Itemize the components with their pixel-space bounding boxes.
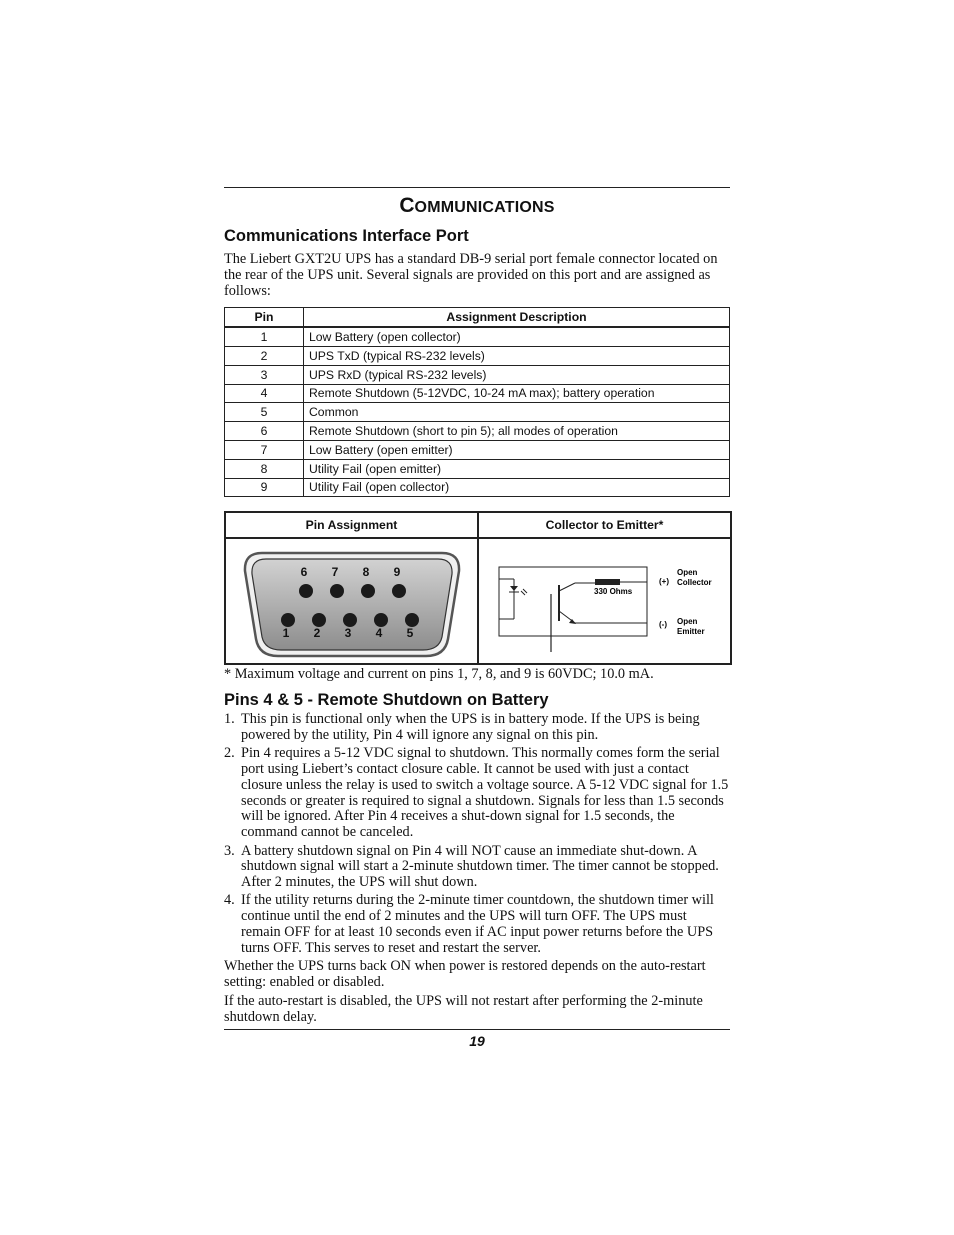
list-item	[224, 844, 730, 891]
pin-description-cell: Common	[304, 403, 730, 422]
footnote: * Maximum voltage and current on pins 1, 7, 8, and 9 is 60VDC; 10.0 mA.	[224, 666, 654, 683]
list-item	[224, 893, 730, 956]
pin-description-cell: Utility Fail (open emitter)	[304, 459, 730, 478]
table-row	[225, 422, 730, 441]
schematic-cell	[479, 539, 730, 663]
open-emitter-label-1: Open	[677, 617, 698, 627]
restart-paragraph-2: If the auto-restart is disabled, the UPS will not restart after performing the 2-minute shutdown delay.	[224, 992, 703, 1025]
chapter-rest: OMMUNICATIONS	[414, 199, 555, 216]
resistor-label: 330 Ohms	[594, 587, 633, 597]
pin-description-cell: Remote Shutdown (short to pin 5); all modes of operation	[304, 422, 730, 441]
shutdown-steps-list	[224, 712, 730, 956]
list-item-number: 3.	[224, 842, 235, 859]
list-item-number: 1.	[224, 711, 235, 728]
resistor-icon	[595, 579, 620, 585]
connector-pin-hole	[312, 613, 326, 627]
connector-pin-hole	[405, 613, 419, 627]
connector-pin-label: 4	[375, 626, 383, 641]
open-collector-label-2: Collector	[677, 578, 712, 588]
pin-description-cell: Low Battery (open emitter)	[304, 440, 730, 459]
intro-paragraph: The Liebert GXT2U UPS has a standard DB-9 serial port female connector located on the rear of the UPS unit. Several signals are provided on this port and are assigned as follows:	[224, 251, 718, 299]
diagram-header-row	[226, 513, 730, 539]
pin-header: Pin	[225, 308, 304, 327]
pin-description-cell: Utility Fail (open collector)	[304, 478, 730, 497]
table-row	[225, 478, 730, 497]
list-item-text: If the utility returns during the 2-minute timer countdown, the shutdown timer will continue until the end of 2 minutes and the UPS will turn OFF. The UPS must remain OFF for at least 10 seconds even if AC input power returns before the UPS turns OFF. This serves to reset and restart the server.	[241, 892, 714, 956]
pin-number-cell: 8	[225, 459, 304, 478]
pin-description-cell: Low Battery (open collector)	[304, 327, 730, 346]
restart-paragraph-1: Whether the UPS turns back ON when power is restored depends on the auto-restart setting: enabled or disabled.	[224, 958, 706, 990]
list-item-text: A battery shutdown signal on Pin 4 will NOT cause an immediate shut-down. A shutdown signal will start a 2-minute shutdown timer. The timer cannot be stopped. After 2 minutes, the UPS will shut down.	[241, 842, 719, 891]
list-item-text: Pin 4 requires a 5-12 VDC signal to shutdown. This normally comes form the serial port using Liebert’s contact closure cable. It cannot be used with just a contact closure unless the relay is used to switch a voltage source. A 5-12 VDC signal for 1.5 seconds or greater is required to signal a shutdown. Signals for less than 1.5 seconds will be ignored. After Pin 4 receives a shut-down signal for 1.5 seconds, the command cannot be canceled.	[241, 745, 729, 841]
db9-connector-illustration	[226, 539, 476, 663]
pin-number-cell: 1	[225, 327, 304, 346]
connector-pin-label: 7	[331, 565, 339, 580]
open-collector-label-1: Open	[677, 568, 698, 578]
open-emitter-label-2: Emitter	[677, 627, 705, 637]
led-icon	[510, 586, 518, 591]
list-item-text: This pin is functional only when the UPS is in battery mode. If the UPS is being powered by the utility, Pin 4 will ignore any signal on this pin.	[241, 711, 700, 743]
pin-number-cell: 2	[225, 346, 304, 365]
connector-pin-hole	[281, 613, 295, 627]
connector-pin-label: 6	[300, 565, 308, 580]
pin-diagram-table	[224, 511, 732, 665]
connector-pin-hole	[343, 613, 357, 627]
connector-pin-hole	[299, 584, 313, 598]
assignment-header: Assignment Description	[304, 308, 730, 327]
list-item-number: 2.	[224, 745, 235, 762]
pin-number-cell: 6	[225, 422, 304, 441]
pin-number-cell: 4	[225, 384, 304, 403]
connector-pin-label: 8	[362, 565, 370, 580]
chapter-title	[224, 192, 730, 220]
pin-number-cell: 5	[225, 403, 304, 422]
pin-description-cell: UPS RxD (typical RS-232 levels)	[304, 365, 730, 384]
connector-pin-hole	[361, 584, 375, 598]
section-title-interface: Communications Interface Port	[224, 227, 469, 245]
pin-description-cell: Remote Shutdown (5-12VDC, 10-24 mA max); battery operation	[304, 384, 730, 403]
list-item	[224, 712, 730, 744]
connector-pin-hole	[392, 584, 406, 598]
table-row	[225, 440, 730, 459]
table-row	[225, 403, 730, 422]
list-item-number: 4.	[224, 892, 235, 909]
schematic-box	[499, 567, 647, 636]
minus-terminal-label: (-)	[659, 620, 667, 630]
connector-pin-label: 9	[393, 565, 401, 580]
plus-terminal-label: (+)	[659, 577, 669, 587]
pin-table	[224, 307, 730, 497]
pin-number-cell: 3	[225, 365, 304, 384]
page	[224, 187, 730, 1049]
table-row	[225, 327, 730, 346]
bottom-rule	[224, 1029, 730, 1030]
connector-pin-label: 3	[344, 626, 352, 641]
table-row	[225, 365, 730, 384]
connector-pin-hole	[374, 613, 388, 627]
pin-assignment-header: Pin Assignment	[226, 513, 479, 537]
list-item	[224, 746, 730, 841]
table-row	[225, 459, 730, 478]
chapter-initial: C	[399, 194, 415, 217]
connector-cell	[226, 539, 479, 663]
page-number: 19	[469, 1033, 485, 1050]
table-row	[225, 346, 730, 365]
connector-pin-label: 5	[406, 626, 414, 641]
pin-number-cell: 9	[225, 478, 304, 497]
diagram-body	[226, 539, 730, 663]
optocoupler-schematic	[479, 539, 729, 663]
pin-description-cell: UPS TxD (typical RS-232 levels)	[304, 346, 730, 365]
pin-number-cell: 7	[225, 440, 304, 459]
table-row	[225, 384, 730, 403]
connector-pin-hole	[330, 584, 344, 598]
connector-pin-label: 2	[313, 626, 321, 641]
connector-pin-label: 1	[282, 626, 290, 641]
section-title-remote-shutdown: Pins 4 & 5 - Remote Shutdown on Battery	[224, 691, 549, 710]
pin-table-header	[225, 308, 730, 327]
top-rule	[224, 187, 730, 188]
collector-emitter-header: Collector to Emitter*	[545, 518, 664, 533]
